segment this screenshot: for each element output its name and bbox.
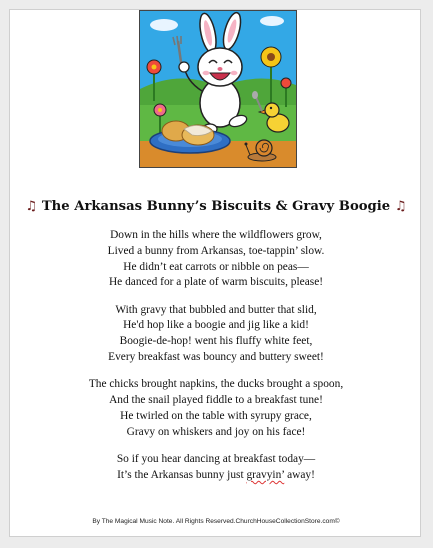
stanza <box>10 303 422 366</box>
poem-line: Boogie-de-hop! went his fluffy white feet, <box>119 335 313 348</box>
poem-line: Down in the hills where the wildflowers grow, <box>110 229 322 241</box>
copyright-footer: By The Magical Music Note. All Rights Reserved.ChurchHouseCollectionStore.com© <box>92 518 340 525</box>
music-note-icon: ♫ <box>25 199 38 214</box>
poem-line: The chicks brought napkins, the ducks brought a spoon, <box>88 378 344 391</box>
poem-line: He'd hop like a boogie and jig like a kid! <box>123 319 309 332</box>
poem-line: So if you hear dancing at breakfast today— <box>116 453 316 466</box>
bunny-biscuits-illustration <box>139 10 297 168</box>
song-title-text: The Arkansas Bunny’s Biscuits & Gravy Boogie <box>41 199 391 214</box>
spellcheck-flagged-word[interactable]: gravyin’ <box>246 468 285 481</box>
poem-line: And the snail played fiddle to a breakfast tune! <box>109 394 323 407</box>
document-page <box>9 9 421 537</box>
poem-line: Lived a bunny from Arkansas, toe-tappin’ slow. <box>107 244 325 257</box>
cloud <box>150 19 178 31</box>
poem-line: Gravy on whiskers and joy on his face! <box>126 425 306 438</box>
poem-body <box>10 228 422 495</box>
poem-line <box>10 468 422 484</box>
cloud <box>260 16 284 26</box>
stanza <box>10 228 422 291</box>
poem-line: He danced for a plate of warm biscuits, please! <box>108 276 324 289</box>
music-note-icon: ♫ <box>394 199 407 214</box>
poem-line: He twirled on the table with syrupy grace, <box>120 409 312 422</box>
poem-line: Every breakfast was bouncy and buttery sweet! <box>108 351 324 364</box>
song-title <box>10 199 422 214</box>
stanza <box>10 452 422 484</box>
poem-line: He didn’t eat carrots or nibble on peas— <box>123 260 309 273</box>
stanza <box>10 377 422 440</box>
poem-line-start: It’s the Arkansas bunny just <box>117 468 247 481</box>
poem-line: With gravy that bubbled and butter that slid, <box>115 303 317 316</box>
poem-line-end: away! <box>284 468 315 481</box>
illustration-art <box>140 11 296 167</box>
